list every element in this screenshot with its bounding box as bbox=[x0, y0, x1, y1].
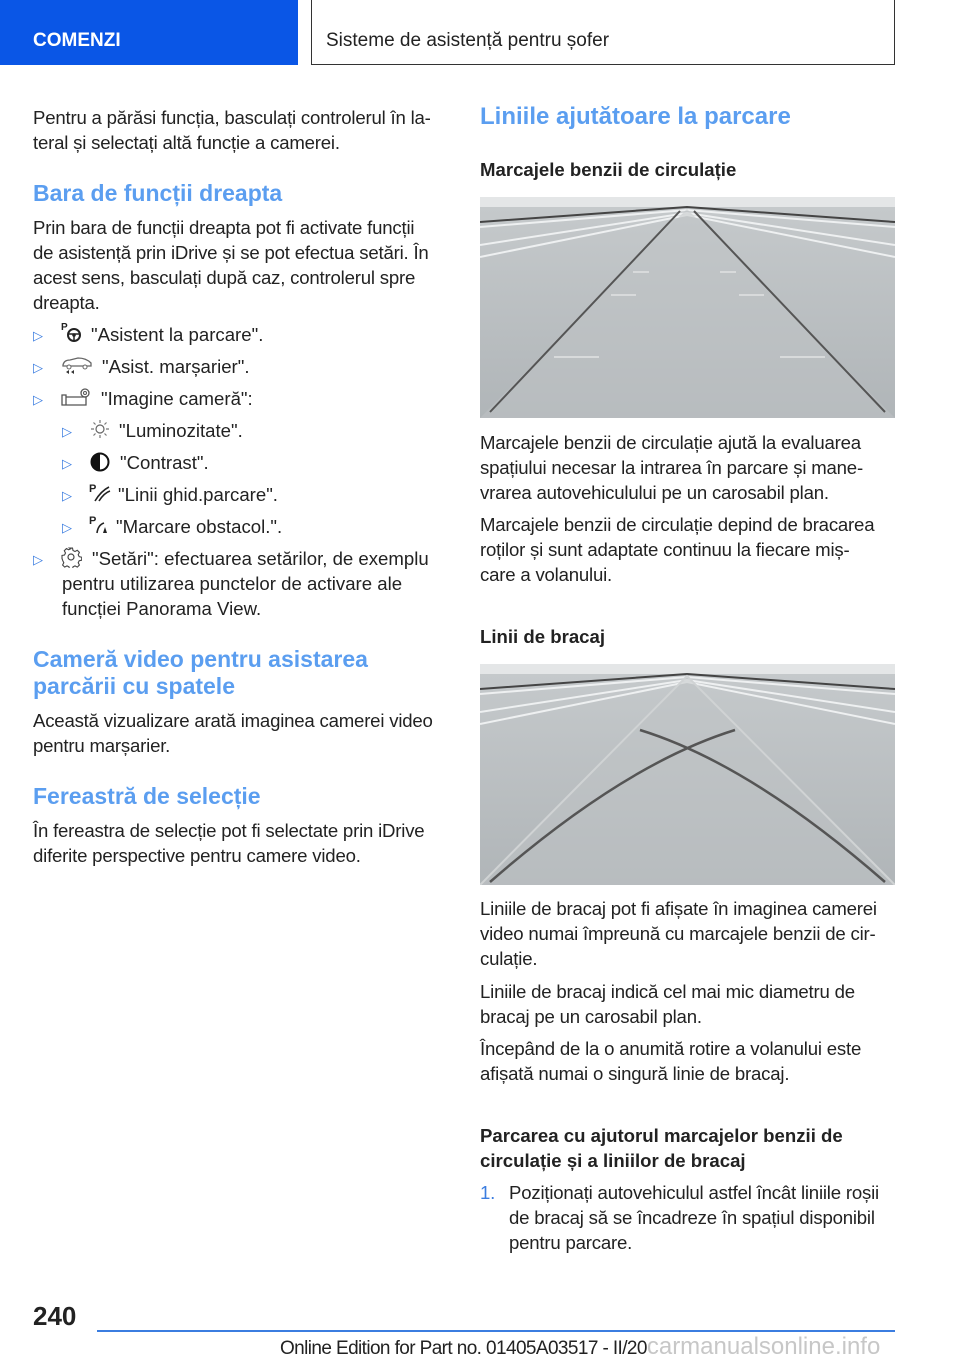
svg-text:P: P bbox=[89, 515, 97, 527]
text-line: Liniile de bracaj indică cel mai mic diametru de bbox=[480, 981, 855, 1002]
sublist-item-label: "Linii ghid.parcare". bbox=[118, 484, 278, 505]
text-line: pentru marșarier. bbox=[33, 735, 171, 756]
camera-settings-icon bbox=[60, 385, 94, 415]
park-assist-icon bbox=[60, 320, 84, 350]
subheading-parking-procedure bbox=[480, 1123, 843, 1173]
text-line: care a volanului. bbox=[480, 564, 613, 585]
bullet-triangle-icon: ▷ bbox=[62, 424, 72, 439]
turning-lines-paragraph-1 bbox=[480, 896, 877, 971]
footer-edition bbox=[280, 1333, 880, 1361]
heading-rear-camera bbox=[33, 646, 368, 700]
text-line: afișată numai o singură linie de bracaj. bbox=[480, 1063, 790, 1084]
text-line: Această vizualizare arată imaginea camerei video bbox=[33, 710, 433, 731]
gear-icon bbox=[60, 546, 82, 574]
sublist-item-label: "Marcare obstacol.". bbox=[116, 516, 283, 537]
text-line: culație. bbox=[480, 948, 538, 969]
lane-markings-paragraph-1 bbox=[480, 430, 863, 505]
list-item-label: "Asist. marșarier". bbox=[102, 356, 250, 377]
list-item-label: "Imagine cameră": bbox=[101, 388, 253, 409]
text-line: vrarea autovehiculului pe un carosabil plan. bbox=[480, 482, 829, 503]
svg-text:P: P bbox=[61, 322, 68, 333]
chapter-tab bbox=[311, 0, 895, 65]
text-line: Pentru a părăsi funcția, basculați controlerul în la- bbox=[33, 107, 431, 128]
text-line: Marcajele benzii de circulație ajută la evaluarea bbox=[480, 432, 861, 453]
text-line: spațiului necesar la intrarea în parcare și mane- bbox=[480, 457, 863, 478]
list-item-label: "Asistent la parcare". bbox=[91, 324, 264, 345]
turning-lines-paragraph-3 bbox=[480, 1036, 861, 1086]
heading-selection-window: Fereastră de selecție bbox=[33, 783, 261, 809]
sublist-item-label: "Contrast". bbox=[120, 452, 209, 473]
text-line: Începând de la o anumită rotire a volanului este bbox=[480, 1038, 862, 1059]
bullet-triangle-icon: ▷ bbox=[62, 456, 72, 471]
selection-window-paragraph bbox=[33, 818, 424, 868]
footer-divider bbox=[97, 1330, 895, 1332]
chapter-label: Sisteme de asistență pentru șofer bbox=[326, 30, 610, 51]
lane-markings-paragraph-2 bbox=[480, 512, 874, 587]
turning-lines-paragraph-2 bbox=[480, 979, 855, 1029]
bullet-triangle-icon: ▷ bbox=[33, 552, 43, 567]
heading-line: circulație și a liniilor de bracaj bbox=[480, 1150, 746, 1171]
parking-guide-lines-icon bbox=[89, 481, 111, 509]
obstacle-marking-icon bbox=[89, 513, 111, 541]
heading-parking-aid-lines: Liniile ajutătoare la parcare bbox=[480, 103, 791, 130]
text-line: Poziționați autovehiculul astfel încât liniile roșii bbox=[509, 1182, 879, 1203]
text-line: funcției Panorama View. bbox=[62, 598, 262, 619]
heading-line: Parcarea cu ajutorul marcajelor benzii de bbox=[480, 1125, 843, 1146]
step-number: 1. bbox=[480, 1182, 496, 1203]
bullet-triangle-icon: ▷ bbox=[33, 328, 43, 343]
bullet-triangle-icon: ▷ bbox=[33, 360, 43, 375]
text-line: "Setări": efectuarea setărilor, de exemplu bbox=[92, 548, 429, 569]
text-line: de asistență prin iDrive și se pot efectua setări. În bbox=[33, 242, 429, 263]
text-line: pentru parcare. bbox=[509, 1232, 633, 1253]
heading-right-function-bar: Bara de funcții dreapta bbox=[33, 180, 283, 206]
lane-markings-image bbox=[480, 197, 895, 418]
text-line: bracaj pe un carosabil plan. bbox=[480, 1006, 702, 1027]
intro-paragraph bbox=[33, 105, 431, 155]
text-line: pentru utilizarea punctelor de activare ale bbox=[62, 573, 403, 594]
section-label: COMENZI bbox=[33, 30, 121, 51]
turning-lines-image bbox=[480, 664, 895, 885]
contrast-icon bbox=[89, 451, 111, 479]
text-line: video numai împreună cu marcajele benzii de cir- bbox=[480, 923, 876, 944]
bullet-triangle-icon: ▷ bbox=[33, 392, 43, 407]
text-line: acest sens, basculați după caz, controlerul spre bbox=[33, 267, 416, 288]
text-line: În fereastra de selecție pot fi selectate prin iDrive bbox=[33, 820, 425, 841]
bullet-triangle-icon: ▷ bbox=[62, 488, 72, 503]
sublist-item-label: "Luminozitate". bbox=[119, 420, 243, 441]
text-line: de bracaj să se încadreze în spațiul disponibil bbox=[509, 1207, 875, 1228]
text-line: roților și sunt adaptate continuu la fiecare miș- bbox=[480, 539, 850, 560]
reverse-assist-icon bbox=[60, 354, 94, 382]
text-line: Marcajele benzii de circulație depind de bracarea bbox=[480, 514, 875, 535]
subheading-lane-markings: Marcajele benzii de circulație bbox=[480, 159, 737, 180]
text-line: dreapta. bbox=[33, 292, 100, 313]
right-function-bar-paragraph bbox=[33, 215, 429, 315]
text-line: Prin bara de funcții dreapta pot fi activate funcții bbox=[33, 217, 415, 238]
text-line: Liniile de bracaj pot fi afișate în imaginea camerei bbox=[480, 898, 877, 919]
numbered-step bbox=[480, 1180, 900, 1255]
text-line: teral și selectați altă funcție a camerei. bbox=[33, 132, 340, 153]
edition-text: Online Edition for Part no. 01405A03517 - II/20 bbox=[280, 1338, 647, 1359]
watermark: carmanualsonline.info bbox=[646, 1333, 881, 1360]
subheading-turning-lines: Linii de bracaj bbox=[480, 626, 606, 647]
svg-text:P: P bbox=[89, 483, 97, 495]
rear-camera-paragraph bbox=[33, 708, 433, 758]
heading-line: parcării cu spatele bbox=[33, 673, 235, 699]
bullet-triangle-icon: ▷ bbox=[62, 520, 72, 535]
page-number: 240 bbox=[33, 1301, 77, 1331]
section-tab bbox=[0, 0, 298, 65]
text-line: diferite perspective pentru camere video. bbox=[33, 845, 361, 866]
heading-line: Cameră video pentru asistarea bbox=[33, 646, 368, 672]
brightness-icon bbox=[89, 418, 111, 446]
